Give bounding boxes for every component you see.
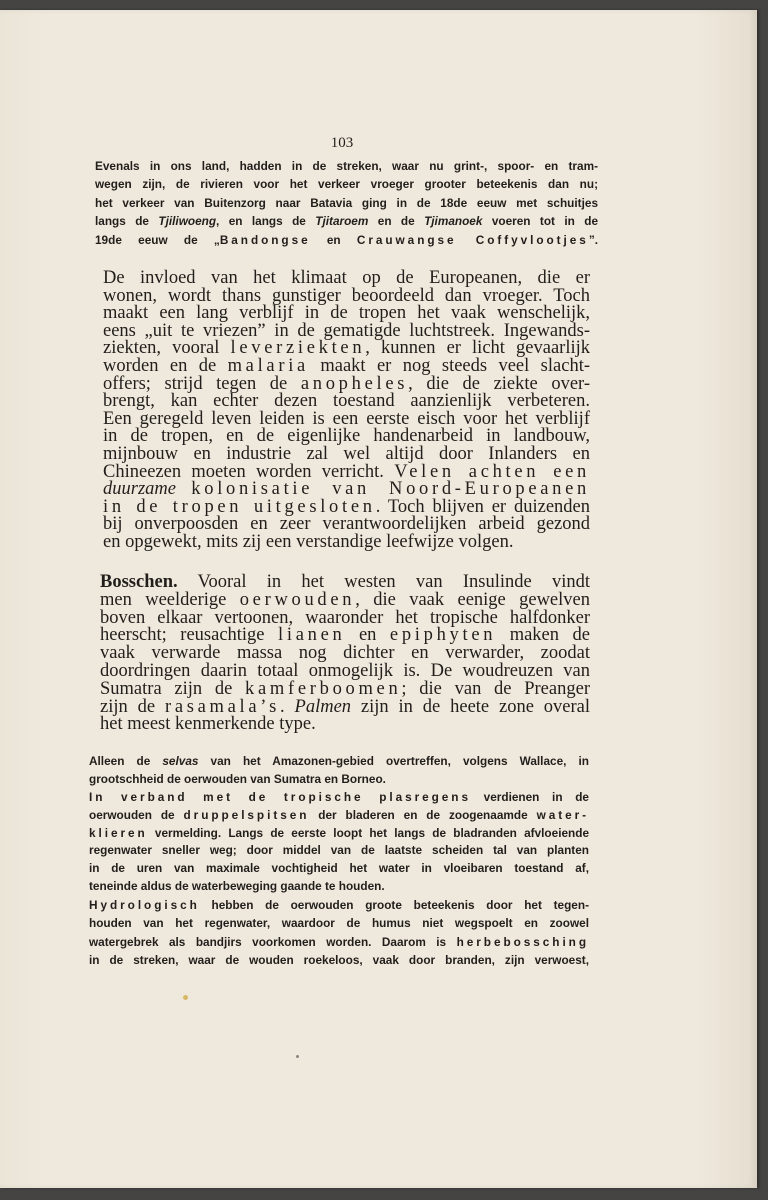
spaced-emphasis-text: herbebossching <box>456 934 589 949</box>
spaced-emphasis-text: lianen <box>278 625 346 646</box>
text-run: en de <box>368 214 425 229</box>
text-run: en opgewekt, mits zij een verstandige leefwijze volgen. <box>103 531 514 552</box>
text-run: doordringen daarin totaal onmogelijk is. De woudreuzen van <box>100 660 590 681</box>
text-run: Chineezen moeten worden verricht. <box>103 461 395 482</box>
paragraph-climate <box>103 270 590 552</box>
text-line <box>89 878 589 896</box>
spaced-emphasis-text: kolonisatie van Noord-Europeanen <box>191 479 590 500</box>
text-run: offers; strijd tegen de <box>103 373 301 394</box>
text-run: het verkeer van Buitenzorg naar Batavia ging in de 18de eeuw met schuitjes <box>95 195 598 210</box>
paper-stain <box>183 995 188 1000</box>
text-run: , kunnen er licht gevaarlijk <box>365 338 590 359</box>
text-line <box>95 194 598 212</box>
spaced-emphasis-text: in de tropen uitgesloten <box>103 496 376 517</box>
text-run: in de streken, waar de wouden roekeloos, vaak door branden, zijn verwoest, <box>89 952 589 967</box>
spaced-emphasis-text: druppelspitsen <box>183 807 310 822</box>
spaced-emphasis-text: Velen achten een <box>394 461 590 482</box>
text-line <box>89 807 589 825</box>
text-run: vermelding. Langs de eerste loopt het langs de bladranden afvloeiende <box>147 825 589 840</box>
book-page <box>0 10 757 1188</box>
text-run: houden van het regenwater, waardoor de humus niet wegspoelt en zoowel <box>89 916 589 931</box>
spaced-emphasis-text: oerwouden <box>239 589 356 610</box>
text-line <box>95 175 598 193</box>
text-run: brengt, kan echter dezen toestand aanzienlijk verbeteren. <box>103 391 590 412</box>
text-line <box>95 157 598 175</box>
note-selvas <box>89 752 589 788</box>
spaced-emphasis-text: anopheles <box>300 373 409 394</box>
note-waterways <box>95 157 598 249</box>
text-run: boven elkaar vertoonen, waaronder het tropische halfdonker <box>100 607 590 628</box>
section-heading: Bosschen. <box>100 572 178 592</box>
text-run: en <box>345 625 390 646</box>
text-run: vaak verwarde massa nog dichter en verwarder, zoodat <box>100 643 590 664</box>
text-line <box>89 860 589 878</box>
spaced-emphasis-text: leverziekten <box>230 338 366 359</box>
text-line <box>89 789 589 807</box>
italic-text: Tjimanoek <box>424 214 483 229</box>
text-run: men weelderige <box>100 589 240 610</box>
page-number: 103 <box>330 135 354 151</box>
text-run: zijn de <box>100 696 165 717</box>
text-run: ”. <box>588 232 598 247</box>
text-run: voeren tot in de <box>482 214 599 229</box>
spaced-emphasis-text: Crauwangse <box>356 232 476 247</box>
text-run: . Toch blijven er duizenden <box>375 496 590 517</box>
text-line <box>89 825 589 843</box>
text-run: zijn in de heete zone overal <box>351 696 591 717</box>
text-run: . <box>280 696 295 717</box>
text-run: Vooral in het westen van Insulinde vindt <box>177 572 590 592</box>
text-line <box>89 914 589 932</box>
text-run: teneinde aldus de waterbeweging gaande te houden. <box>89 878 385 893</box>
text-line <box>89 842 589 860</box>
text-run: maken de <box>496 625 590 646</box>
text-run: Sumatra zijn de <box>100 678 246 699</box>
text-run: heerscht; reusachtige <box>100 625 279 646</box>
italic-text: Palmen <box>294 696 352 717</box>
text-run: ziekten, vooral <box>103 338 231 359</box>
text-line <box>100 716 590 734</box>
note-hydrology <box>89 896 589 969</box>
text-line <box>89 951 589 969</box>
text-run: regenwater sneller weg; door middel van de laatste scheiden tal van planten <box>89 843 589 858</box>
text-line <box>103 531 590 552</box>
italic-text: selvas <box>162 754 199 768</box>
paper-speck <box>296 1055 299 1058</box>
text-run: wegen zijn, de rivieren voor het verkeer vroeger grooter beteekenis dan nu; <box>95 177 598 192</box>
spaced-emphasis-text: Hydrologisch <box>89 898 200 912</box>
text-line <box>89 933 589 951</box>
text-line <box>89 770 589 788</box>
text-run: 19de eeuw de „ <box>95 232 220 247</box>
text-run: oerwouden de <box>89 807 184 822</box>
spaced-emphasis-text: epiphyten <box>389 625 497 646</box>
text-run: maakt er nog steeds veel slacht- <box>308 355 590 376</box>
text-line <box>89 752 589 770</box>
text-run: De invloed van het klimaat op de Europeanen, die er <box>103 268 590 288</box>
spaced-emphasis-text: water- <box>536 807 590 822</box>
text-run: bij onverpoosden en zeer verantwoordelijken arbeid gezond <box>103 514 590 535</box>
spaced-emphasis-text: rasamala’s <box>164 696 281 717</box>
text-run: ; die van de Preanger <box>401 678 590 699</box>
spaced-emphasis-text: malaria <box>227 355 309 376</box>
spaced-emphasis-text: kamferboomen <box>245 678 402 699</box>
text-run: , die de ziekte over- <box>408 373 590 394</box>
text-run: van het Amazonen-gebied overtreffen, volgens Wallace, in <box>198 754 589 768</box>
text-run: watergebrek als bandjirs voorkomen worden. Daarom is <box>89 934 457 949</box>
text-line <box>95 231 598 249</box>
text-run: en <box>310 232 357 247</box>
spaced-emphasis-text: In verband met de tropische plasregens <box>89 790 471 804</box>
text-run: verdienen in de <box>470 790 589 804</box>
text-run: der bladeren en de zoogenaamde <box>309 807 537 822</box>
text-run: in de tropen, en de eigenlijke handenarbeid in landbouw, <box>103 426 590 447</box>
text-run: Een geregeld leven leiden is een eerste eisch voor het verblijf <box>103 408 590 429</box>
text-line <box>89 896 589 914</box>
text-run: mijnbouw en industrie zal wel altijd door Inlanders en <box>103 443 590 464</box>
italic-text: Tjiliwoeng <box>158 214 217 229</box>
text-run: Alleen de <box>89 754 163 768</box>
italic-text: Tjitaroem <box>315 214 369 229</box>
text-run: eens „uit te vriezen” in de gematigde luchtstreek. Ingewands- <box>103 320 590 341</box>
spaced-emphasis-text: Bandongse <box>219 232 311 247</box>
paragraph-forests <box>100 574 590 734</box>
text-line <box>95 212 598 230</box>
text-run: grootschheid de oerwouden van Sumatra en Borneo. <box>89 772 386 786</box>
text-run: worden en de <box>103 355 228 376</box>
text-run: maakt een lang verblijf in de tropen het vaak wenschelijk, <box>103 303 590 324</box>
note-drip-tips <box>89 789 589 896</box>
spaced-emphasis-text: klieren <box>89 825 148 840</box>
text-run: Evenals in ons land, hadden in de streken, waar nu grint-, spoor- en tram- <box>95 159 598 173</box>
text-run: wonen, wordt thans gunstiger beoordeeld dan vroeger. Toch <box>103 285 590 306</box>
italic-text: duurzame <box>103 479 192 500</box>
text-run: langs de <box>95 214 159 229</box>
spaced-emphasis-text: Coffyvlootjes <box>475 232 589 247</box>
text-run: het meest kenmerkende type. <box>100 714 316 735</box>
text-run: , en langs de <box>216 214 316 229</box>
text-run: hebben de oerwouden groote beteekenis door het tegen- <box>199 898 589 912</box>
text-run: , die vaak eenige gewelven <box>355 589 590 610</box>
text-run: in de uren van maximale vochtigheid het water in vloeibaren toestand af, <box>89 861 589 876</box>
